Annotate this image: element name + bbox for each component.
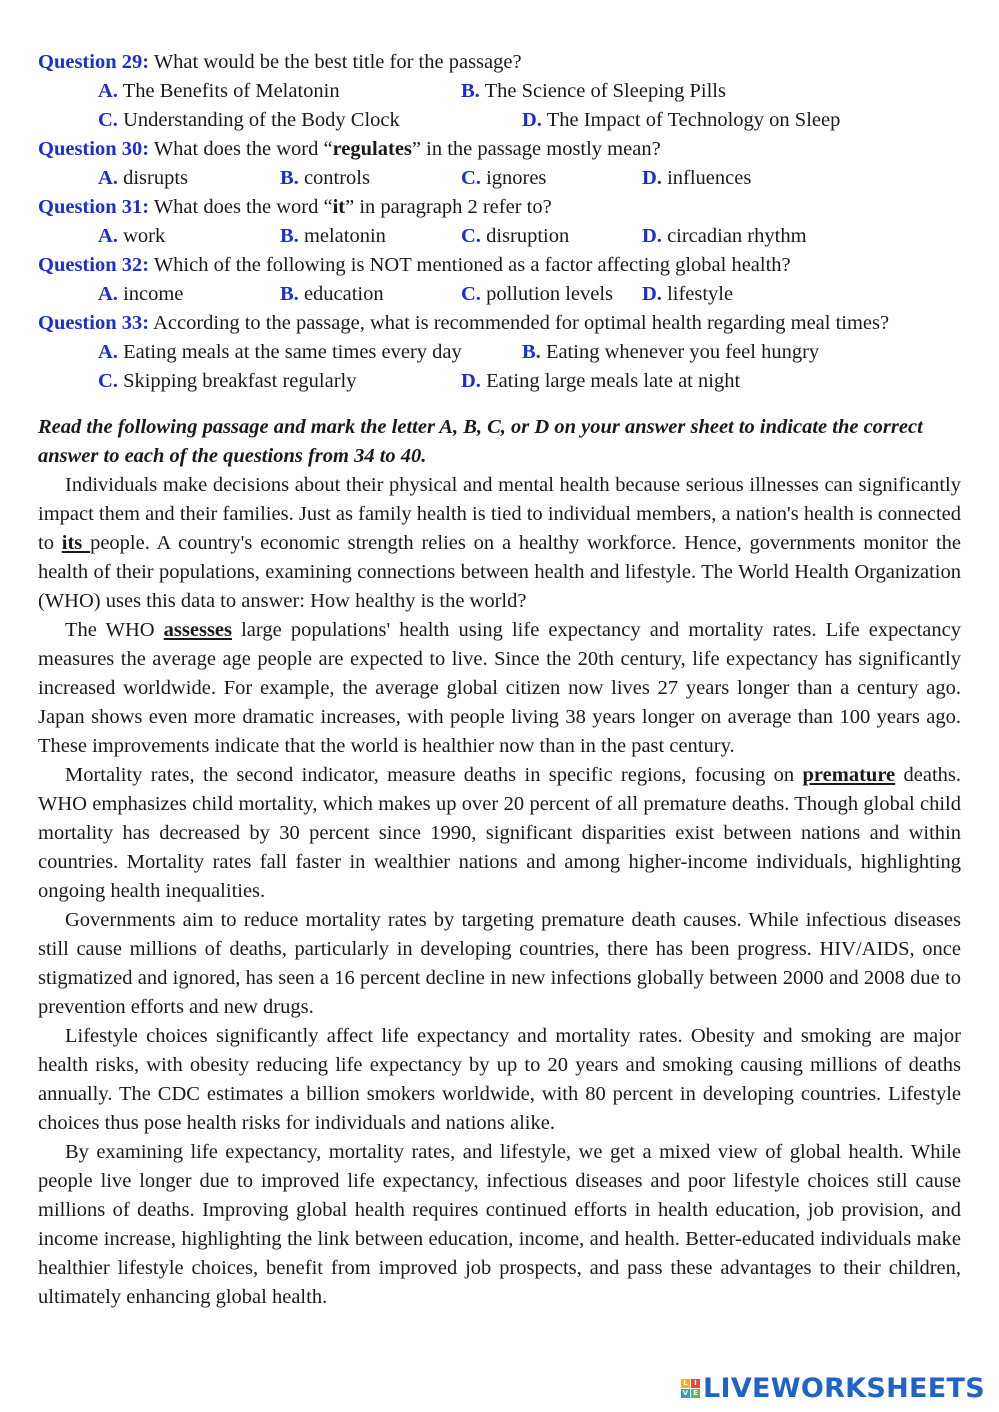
logo-text: LIVEWORKSHEETS (702, 1373, 985, 1404)
option-b[interactable]: B. The Science of Sleeping Pills (461, 80, 726, 102)
option-d[interactable]: D. Eating large meals late at night (461, 370, 741, 392)
passage-instruction: Read the following passage and mark the letter A, B, C, or D on your answer sheet to indicate the correct answer to each of the questions from 34 to 40. (38, 416, 923, 467)
question-text: What would be the best title for the passage? (153, 51, 522, 73)
option-d[interactable]: D. influences (642, 167, 752, 189)
liveworksheets-logo (681, 1373, 985, 1404)
options-row (38, 106, 961, 135)
question-32 (38, 251, 961, 280)
keyword-its: its (61, 532, 91, 554)
question-label: Question 33: (38, 312, 150, 334)
option-a[interactable]: A. work (98, 225, 166, 247)
question-text: Which of the following is NOT mentioned as a factor affecting global health? (153, 254, 791, 276)
option-d[interactable]: D. lifestyle (642, 283, 734, 305)
option-d[interactable]: D. circadian rhythm (642, 225, 807, 247)
question-label: Question 30: (38, 138, 150, 160)
question-label: Question 32: (38, 254, 150, 276)
question-33 (38, 309, 961, 338)
passage-paragraph-5: Lifestyle choices significantly affect life expectancy and mortality rates. Obesity and smoking are major health risks, with obesity reducing life expectancy by up to 20 years and smoking causing millions of deaths annually. The CDC estimates a billion smokers worldwide, with 80 percent in developing countries. Lifestyle choices thus pose health risks for individuals and nations alike. (38, 1025, 961, 1134)
options-row (38, 280, 961, 309)
options-row (38, 77, 961, 106)
option-c[interactable]: C. Understanding of the Body Clock (98, 109, 400, 131)
passage-paragraph-2: The WHO assesses large populations' health using life expectancy and mortality rates. Life expectancy measures the average age people are expected to live. Since the 20th century, life expectancy has significantly increased worldwide. For example, the average global citizen now lives 27 years longer than a century ago. Japan shows even more dramatic increases, with people living 38 years longer on average than 100 years ago. These improvements indicate that the world is healthier now than in the past century. (38, 619, 961, 757)
passage-paragraph-6: By examining life expectancy, mortality rates, and lifestyle, we get a mixed view of global health. While people live longer due to improved life expectancy, infectious diseases and poor lifestyle choices still cause millions of deaths. Improving global health requires continued efforts in health education, job provision, and income increase, highlighting the link between education, income, and health. Better-educated individuals make healthier lifestyle choices, benefit from improved job prospects, and pass these advantages to their children, ultimately enhancing global health. (38, 1141, 961, 1308)
option-c[interactable]: C. Skipping breakfast regularly (98, 370, 357, 392)
worksheet-page (38, 48, 961, 1312)
passage-paragraph-4: Governments aim to reduce mortality rates by targeting premature death causes. While infectious diseases still cause millions of deaths, particularly in developing countries, there has been progress. HIV/AIDS, once stigmatized and ignored, has seen a 16 percent decline in new infections globally between 2000 and 2008 due to prevention efforts and new drugs. (38, 909, 961, 1018)
keyword-premature: premature (802, 764, 896, 786)
options-row (38, 367, 961, 396)
option-c[interactable]: C. disruption (461, 225, 570, 247)
question-text: According to the passage, what is recommended for optimal health regarding meal times? (153, 312, 890, 334)
question-30: Question 30: What does the word “regulates” in the passage mostly mean? (38, 138, 661, 160)
question-label: Question 31: (38, 196, 150, 218)
option-b[interactable]: B. melatonin (280, 225, 386, 247)
option-a[interactable]: A. The Benefits of Melatonin (98, 80, 340, 102)
question-label: Question 29: (38, 51, 150, 73)
passage-paragraph-1: Individuals make decisions about their physical and mental health because serious illnesses can significantly impact them and their families. Just as family health is tied to individual members, a nation's health is connected to its people. A country's economic strength relies on a healthy workforce. Hence, governments monitor the health of their populations, examining connections between health and lifestyle. The World Health Organization (WHO) uses this data to answer: How healthy is the world? (38, 474, 961, 612)
options-row (38, 222, 961, 251)
keyword-assesses: assesses (163, 619, 233, 641)
option-c[interactable]: C. pollution levels (461, 283, 614, 305)
option-b[interactable]: B. education (280, 283, 384, 305)
option-d[interactable]: D. The Impact of Technology on Sleep (522, 109, 841, 131)
question-keyword: it (332, 196, 346, 218)
question-keyword: regulates (332, 138, 412, 160)
option-b[interactable]: B. Eating whenever you feel hungry (522, 341, 820, 363)
option-a[interactable]: A. Eating meals at the same times every day (98, 341, 462, 363)
option-a[interactable]: A. income (98, 283, 184, 305)
question-29 (38, 48, 961, 77)
logo-mark-icon: L I V E (681, 1379, 700, 1398)
question-31: Question 31: What does the word “it” in paragraph 2 refer to? (38, 196, 552, 218)
options-row (38, 164, 961, 193)
option-a[interactable]: A. disrupts (98, 167, 188, 189)
option-b[interactable]: B. controls (280, 167, 370, 189)
reading-passage (38, 471, 961, 1312)
options-row (38, 338, 961, 367)
option-c[interactable]: C. ignores (461, 167, 547, 189)
passage-paragraph-3: Mortality rates, the second indicator, measure deaths in specific regions, focusing on premature deaths. WHO emphasizes child mortality, which makes up over 20 percent of all premature deaths. Though global child mortality has decreased by 30 percent since 1990, significant disparities exist between nations and within countries. Mortality rates fall faster in wealthier nations and among higher-income individuals, highlighting ongoing health inequalities. (38, 764, 962, 902)
